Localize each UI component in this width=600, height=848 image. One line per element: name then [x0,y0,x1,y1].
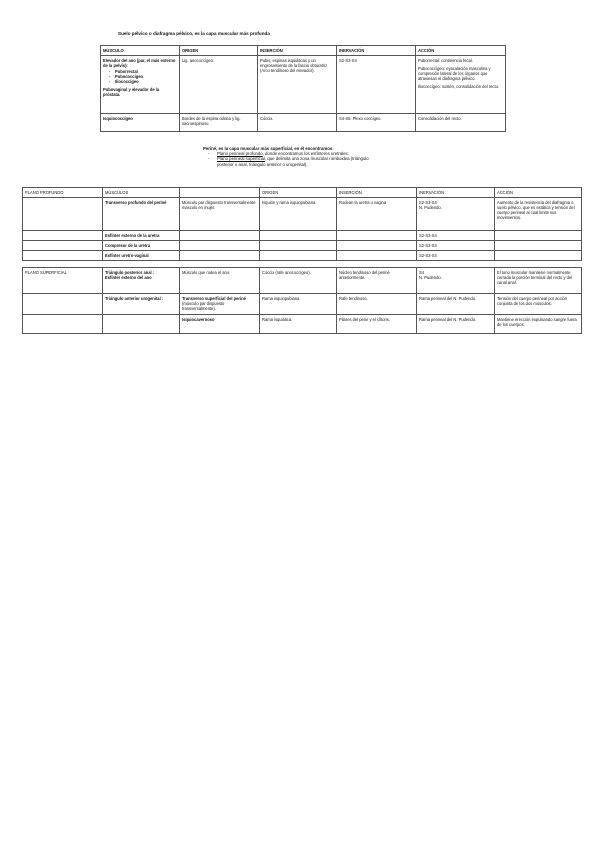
table-row [101,56,506,114]
list-item-text: , que delimita una zona muscular romboidea (triángulo [265,156,369,162]
empty-cell [180,231,260,241]
innervation-cell [417,268,495,294]
perineum-heading: Periné, es la capa muscular más superficial, en él encontramos: [203,146,334,151]
muscle-note: (músculo par dispuesto transversalmente). [182,301,225,311]
muscle-cell: Isquiocavernoso [180,315,260,334]
list-item-underlined: Plano perineal profundo [217,151,263,157]
innervation-cell: S4-S5. Plexo coccígeo. [337,114,416,132]
empty-cell [180,261,260,268]
list-item: - Puborrectal [109,69,177,74]
empty-cell [337,241,417,251]
innervation-cell: Rama perineal del N. Pudendo. [417,294,495,315]
table-row [23,251,582,261]
header-origen: ORIGEN [260,188,337,198]
empty-cell [495,241,582,251]
innervation-cell: S2-S3-S4 [417,251,495,261]
header-inervacion: INERVACIÓN [417,188,495,198]
action-paragraph: Pubococcígeo: eyaculación masculina y compresión lateral de los órganos que atraviesan el diafragma pélvico. [418,66,491,81]
empty-cell [260,241,337,251]
header-origen: ORIGEN [180,46,258,56]
empty-cell [417,261,495,268]
empty-cell [260,251,337,261]
table-row [23,231,582,241]
muscle-cell: Transverso profundo del periné [103,198,180,231]
table-row [101,114,506,132]
empty-cell [180,241,260,251]
action-cell: Mantiene erección expulsando sangre fuera de los cuerpos. [495,315,582,334]
muscle-name: Transverso superficial del periné [182,296,246,301]
muscle-parts-list [109,69,177,84]
innervation-cell: S2-S3-S4 [337,56,416,114]
muscle-label: Esfínter externo del ano [105,275,152,280]
spacer-row [23,261,582,268]
innervation-line: S4 [419,270,425,275]
empty-cell [495,231,582,241]
table-row [23,241,582,251]
table-header-row [23,188,582,198]
description-cell: Músculo par dispuesto transversalmente masculo en mujer. [180,198,260,231]
empty-cell [495,261,582,268]
table-header-row [101,46,506,56]
muscle-cell [101,56,180,114]
header-insercion: INSERCIÓN [337,188,417,198]
triangle-cell [103,315,180,334]
triangle-cell [103,268,180,294]
action-paragraph: Iliococcígeo: sostén, consolidación del recto. [418,84,500,89]
origin-cell: Isquión y rama isquiopubiana. [260,198,337,231]
header-inervacion: INERVACIÓN [337,46,416,56]
muscle-cell: Esfínter externo de la uretra [103,231,180,241]
origin-cell: Bordes de la espina ciática y lig. sacroespinoso. [180,114,258,132]
list-item [208,156,369,161]
innervation-line: N. Pudendo. [419,205,442,210]
muscle-cell: Compresor de la uretra [103,241,180,251]
header-accion: ACCIÓN [416,46,506,56]
muscle-cell: Esfínter uretro-vaginal [103,251,180,261]
muscle-title: Elevador del ano (par, el más externo de la pelvis): [103,58,176,68]
table-row [23,198,582,231]
muscle-cell [180,294,260,315]
header-musculo: MÚSCULO [101,46,180,56]
origin-cell: Rama isquiática. [260,315,337,334]
innervation-cell: Rama perineal del N. Pudendo. [417,315,495,334]
list-item: - Pubococcígeo [109,74,177,79]
triangle-cell: Triángulo anterior urogenital : [103,294,180,315]
list-item-text: , donde encontramos los esfínteres uretrales. [262,151,349,157]
header-empty [180,188,260,198]
origin-cell: Lig. anococcígeo. [180,56,258,114]
insertion-cell: Cóccix. [258,114,337,132]
action-cell: Aumento de la resistencia del diafragma o suelo pélvico, que es estática y tensión del cuerpo perineal al cual limite sus movimientos. [495,198,582,231]
plane-cell [23,315,103,334]
list-item: - Iliococcígeo [109,79,177,84]
empty-cell [337,231,417,241]
description-cell: Músculo que rodea el ano. [180,268,260,294]
plane-cell [23,294,103,315]
innervation-cell [417,198,495,231]
table-row [23,294,582,315]
action-cell: Tensión del cuerpo perineal por acción conjunta de los dos músculos. [495,294,582,315]
action-cell: El tono muscular mantiene normalmente cerrada la porción terminal del recto y del canal anal. [495,268,582,294]
action-paragraph: Puborrectal: continencia fecal. [418,58,473,63]
header-plano-profundo: PLANO PROFUNDO [23,188,103,198]
list-item-underlined: Plano perineal superficial [217,156,266,162]
innervation-line: N. Pudendo. [419,275,442,280]
empty-cell [495,251,582,261]
plane-cell [23,251,103,261]
insertion-cell: Rafe tendinoso. [337,294,417,315]
innervation-cell: S2-S3-S4 [417,231,495,241]
document-title: Suelo pélvico o diafragma pélvico, es la capa muscular más profunda [118,31,270,36]
plane-cell [23,241,103,251]
insertion-cell: Pilares del pene y el clítoris. [337,315,417,334]
pelvic-floor-table [100,45,506,132]
plane-cell [23,231,103,241]
plane-cell: PLANO SUPERFICIAL [23,268,103,294]
empty-cell [23,261,103,268]
header-musculos: MÚSCULOS [103,188,180,198]
muscle-cell: Isquiococcígeo [101,114,180,132]
perineum-table [22,187,582,334]
muscle-extra: Pubovaginal y elevador de la próstata. [103,87,160,97]
innervation-line: S2-S3-S4 [419,200,437,205]
innervation-cell: S2-S3-S4 [417,241,495,251]
empty-cell [337,261,417,268]
insertion-cell: Rodean la uretra o vagina [337,198,417,231]
empty-cell [260,231,337,241]
perineum-intro [203,146,369,167]
header-insercion: INSERCIÓN [258,46,337,56]
empty-cell [103,261,180,268]
table-row [23,268,582,294]
insertion-cell: Pubis, espinas isquiáticas y un engrosamiento de la fascia obturatriz (Arco tendinoso del elevador). [258,56,337,114]
plane-cell [23,198,103,231]
triangle-label: Triángulo posterior anal : [105,270,155,275]
origin-cell: Rama isquiopubiana. [260,294,337,315]
header-accion: ACCIÓN [495,188,582,198]
action-cell [416,56,506,114]
empty-cell [337,251,417,261]
perineum-list [208,151,369,161]
action-cell: Consolidación del recto. [416,114,506,132]
empty-cell [180,251,260,261]
origin-cell: Cóccix (rafe anococcígeo). [260,268,337,294]
table-row [23,315,582,334]
list-item-continuation: posterior o anal, triángulo anterior o urogenital). [217,161,308,167]
insertion-cell: Núcleo tendinoso del periné anteriormente. [337,268,417,294]
empty-cell [260,261,337,268]
